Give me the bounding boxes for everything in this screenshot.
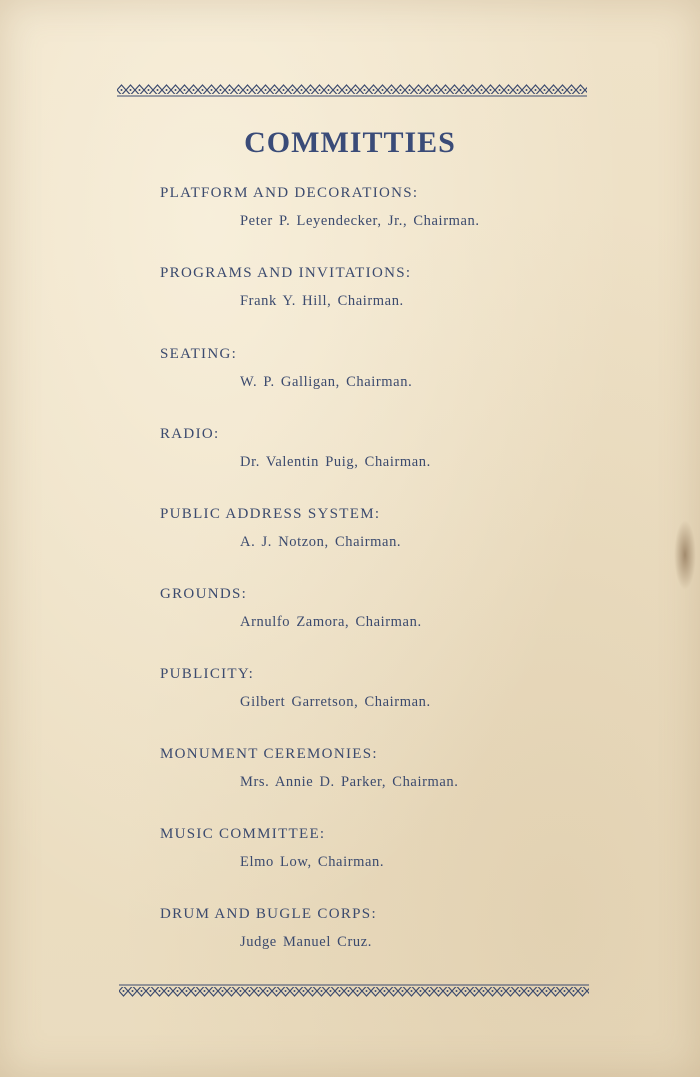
committee-chair: Peter P. Leyendecker, Jr., Chairman. xyxy=(240,213,480,229)
committee-name: PLATFORM AND DECORATIONS: xyxy=(160,185,419,201)
committee-chair: W. P. Galligan, Chairman. xyxy=(240,374,413,390)
committee-chair: Elmo Low, Chairman. xyxy=(240,854,385,870)
page-title: COMMITTIES xyxy=(244,126,456,159)
committee-chair: Frank Y. Hill, Chairman. xyxy=(240,293,404,309)
top-ornamental-border xyxy=(117,83,587,97)
committee-entry xyxy=(160,425,620,471)
committee-entry xyxy=(160,505,620,551)
committee-name: PROGRAMS AND INVITATIONS: xyxy=(160,265,412,281)
committee-entry xyxy=(160,905,620,951)
committee-chair: A. J. Notzon, Chairman. xyxy=(240,534,402,550)
committee-name: MUSIC COMMITTEE: xyxy=(160,826,326,842)
committee-name: GROUNDS: xyxy=(160,586,248,602)
committee-name: RADIO: xyxy=(160,426,220,442)
committee-name: MONUMENT CEREMONIES: xyxy=(160,746,378,762)
committee-entry xyxy=(160,345,620,391)
bottom-ornamental-border xyxy=(119,984,589,998)
committee-entry xyxy=(160,184,620,230)
committee-name: DRUM AND BUGLE CORPS: xyxy=(160,906,377,922)
committee-chair: Mrs. Annie D. Parker, Chairman. xyxy=(240,774,459,790)
committee-chair: Dr. Valentin Puig, Chairman. xyxy=(240,454,431,470)
committee-entry xyxy=(160,585,620,631)
committee-name: PUBLICITY: xyxy=(160,666,255,682)
committee-chair: Arnulfo Zamora, Chairman. xyxy=(240,614,422,630)
committee-chair: Judge Manuel Cruz. xyxy=(240,934,372,950)
committee-entry xyxy=(160,825,620,871)
committee-entry xyxy=(160,264,620,310)
committee-name: SEATING: xyxy=(160,346,238,362)
committee-entry xyxy=(160,745,620,791)
committee-name: PUBLIC ADDRESS SYSTEM: xyxy=(160,506,381,522)
committee-chair: Gilbert Garretson, Chairman. xyxy=(240,694,431,710)
committee-entry xyxy=(160,665,620,711)
paper-stain xyxy=(674,520,696,590)
